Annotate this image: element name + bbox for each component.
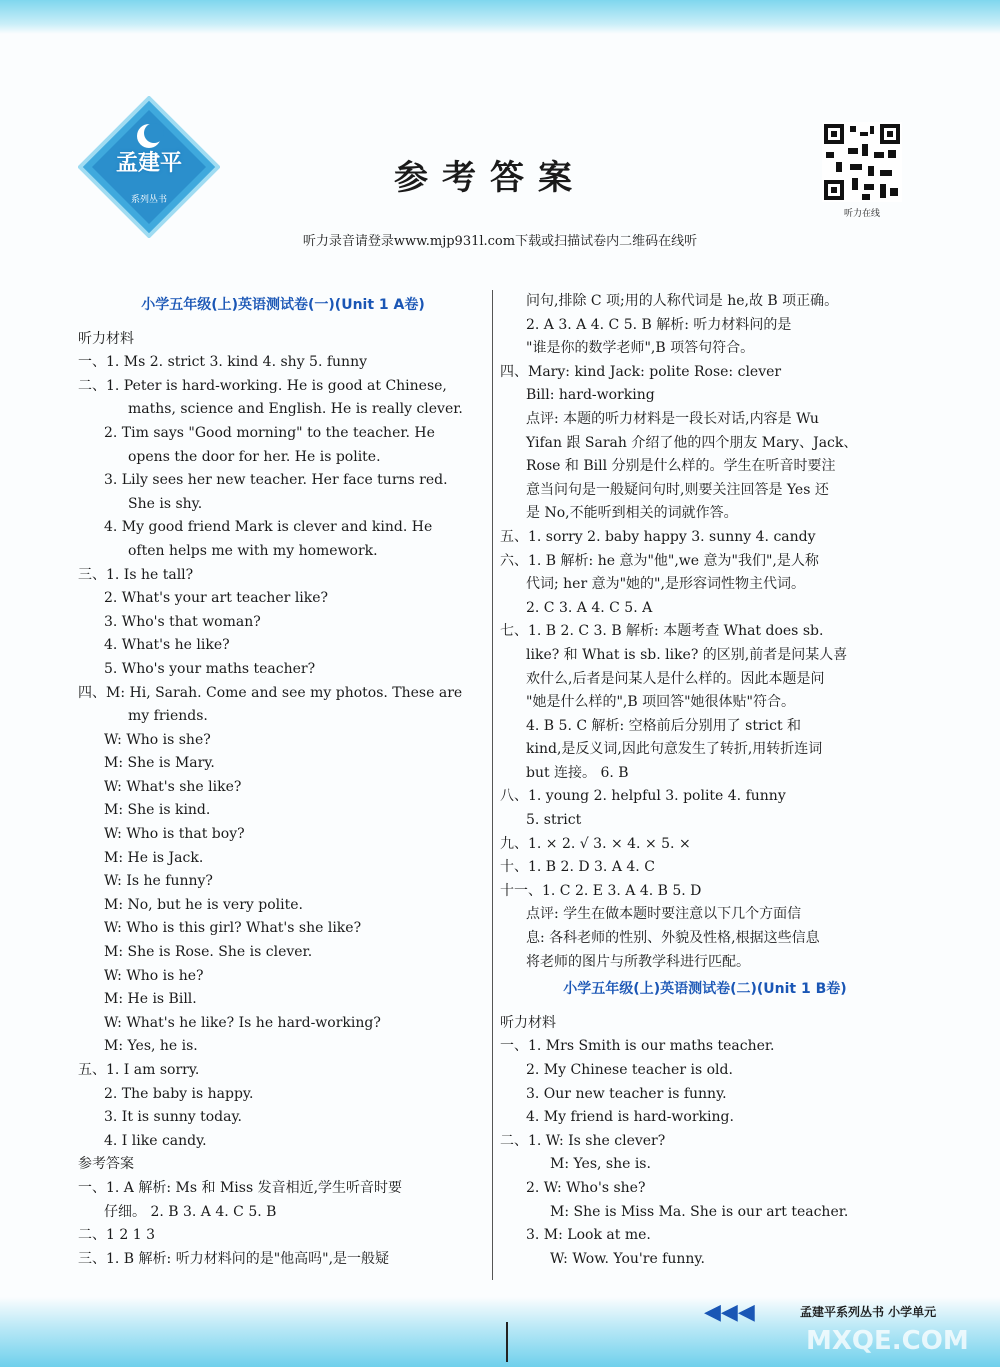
logo-text: 孟建平 xyxy=(115,151,182,176)
answer-line: 4. I like candy. xyxy=(104,1132,207,1149)
answer-line: Bill: hard-working xyxy=(526,387,655,404)
answer-line: 四、Mary: kind Jack: polite Rose: clever xyxy=(500,363,782,380)
answer-line: M: She is Mary. xyxy=(104,755,215,772)
answer-line: 2. The baby is happy. xyxy=(104,1085,254,1102)
answer-line: opens the door for her. He is polite. xyxy=(128,448,381,465)
answer-line: Rose 和 Bill 分别是什么样的。学生在听音时要注 xyxy=(526,458,836,475)
answer-line: 3. Lily sees her new teacher. Her face turns red. xyxy=(104,472,448,489)
answer-line: 2. My Chinese teacher is old. xyxy=(526,1062,733,1078)
answer-line: 十、1. B 2. D 3. A 4. C xyxy=(500,859,655,876)
left-answer-column xyxy=(78,290,488,1271)
answer-line: 一、1. A 解析: Ms 和 Miss 发音相近,学生听音时要 xyxy=(78,1179,403,1196)
answer-line: 二、1. W: Is she clever? xyxy=(500,1132,666,1149)
answer-line: W: What's she like? xyxy=(104,778,242,795)
footer-arrows-icon: ◀◀◀ xyxy=(704,1300,755,1325)
answer-line: 4. What's he like? xyxy=(104,637,230,654)
answer-line: but 连接。 6. B xyxy=(526,764,629,781)
answer-line: 一、1. Ms 2. strict 3. kind 4. shy 5. funny xyxy=(78,354,367,371)
answer-line: W: Wow. You're funny. xyxy=(550,1250,705,1267)
answer-line: 十一、1. C 2. E 3. A 4. B 5. D xyxy=(500,882,702,899)
answer-line: M: She is Miss Ma. She is our art teacher. xyxy=(550,1203,849,1220)
right-answer-column xyxy=(500,290,910,1271)
answer-line: 仔细。 2. B 3. A 4. C 5. B xyxy=(104,1203,277,1220)
answer-line: 3. Who's that woman? xyxy=(104,613,261,630)
answer-line: M: Yes, he is. xyxy=(104,1038,198,1055)
answer-line: 4. My good friend Mark is clever and kind. He xyxy=(104,519,433,536)
answer-line: kind,是反义词,因此句意发生了转折,用转折连词 xyxy=(526,741,823,758)
answer-line: maths, science and English. He is really clever. xyxy=(128,401,463,418)
answer-line: 将老师的图片与所教学科进行匹配。 xyxy=(526,953,750,970)
answer-line: 三、1. Is he tall? xyxy=(78,566,194,583)
answer-line: often helps me with my homework. xyxy=(128,542,378,559)
answer-line: 九、1. × 2. √ 3. × 4. × 5. × xyxy=(500,835,691,852)
answer-line: 八、1. young 2. helpful 3. polite 4. funny xyxy=(500,788,786,805)
section-heading: 小学五年级(上)英语测试卷(二)(Unit 1 B卷) xyxy=(563,981,847,998)
answer-line: 六、1. B 解析: he 意为"他",we 意为"我们",是人称 xyxy=(500,552,819,569)
answer-line: 息: 各科老师的性别、外貌及性格,根据这些信息 xyxy=(526,930,820,947)
answer-line: 4. B 5. C 解析: 空格前后分别用了 strict 和 xyxy=(526,717,802,734)
answer-line: 五、1. sorry 2. baby happy 3. sunny 4. candy xyxy=(500,528,816,545)
answer-line: 2. A 3. A 4. C 5. B 解析: 听力材料问的是 xyxy=(526,316,792,333)
answer-line: 欢什么,后者是问某人是什么样的。因此本题是问 xyxy=(526,670,825,687)
answer-line: 2. C 3. A 4. C 5. A xyxy=(526,599,653,616)
answer-line: 参考答案 xyxy=(78,1156,134,1173)
logo-subtext: 系列丛书 xyxy=(130,195,167,205)
answer-line: M: No, but he is very polite. xyxy=(104,896,303,913)
answer-line: 点评: 本题的听力材料是一段长对话,内容是 Wu xyxy=(526,410,819,427)
answer-line: 点评: 学生在做本题时要注意以下几个方面信 xyxy=(526,906,802,923)
answer-line: like? 和 What is sb. like? 的区别,前者是问某人喜 xyxy=(526,646,848,663)
answer-line: 2. What's your art teacher like? xyxy=(104,590,329,607)
answer-line: Yifan 跟 Sarah 介绍了他的四个朋友 Mary、Jack、 xyxy=(526,434,858,451)
answer-line: 七、1. B 2. C 3. B 解析: 本题考查 What does sb. xyxy=(500,623,824,640)
answer-line: She is shy. xyxy=(128,495,203,512)
answer-line: "她是什么样的",B 项回答"她很体贴"符合。 xyxy=(526,694,795,711)
answer-line: 听力材料 xyxy=(500,1014,556,1031)
column-divider xyxy=(492,290,493,1280)
answer-line: 五、1. I am sorry. xyxy=(78,1062,200,1078)
qr-code-icon[interactable] xyxy=(822,122,902,202)
answer-line: 代词; her 意为"她的",是形容词性物主代词。 xyxy=(526,576,805,593)
answer-line: 是 No,不能听到相关的词就作答。 xyxy=(526,505,738,522)
answer-line: 5. strict xyxy=(526,812,582,829)
answer-line: 3. M: Look at me. xyxy=(526,1227,651,1244)
answer-line: 问句,排除 C 项;用的人称代词是 he,故 B 项正确。 xyxy=(526,293,839,309)
answer-line: 意当问句是一般疑问句时,则要关注回答是 Yes 还 xyxy=(526,481,829,498)
listening-download-note: 听力录音请登录www.mjp931l.com下载或扫描试卷内二维码在线听 xyxy=(302,234,698,249)
answer-line: 3. Our new teacher is funny. xyxy=(526,1085,727,1102)
watermark: MXQE.COM xyxy=(806,1326,969,1356)
answer-line: W: What's he like? Is he hard-working? xyxy=(104,1014,381,1031)
answer-line: M: He is Bill. xyxy=(104,991,197,1008)
answer-line: 四、M: Hi, Sarah. Come and see my photos. These are xyxy=(78,684,463,701)
answer-line: 二、1. Peter is hard-working. He is good at Chinese, xyxy=(78,377,447,394)
answer-line: M: She is kind. xyxy=(104,802,211,819)
answer-line: my friends. xyxy=(128,708,208,725)
page-title: 参考答案 xyxy=(394,158,586,198)
answer-line: M: She is Rose. She is clever. xyxy=(104,944,313,961)
answer-line: W: Who is he? xyxy=(104,967,204,984)
answer-line: 2. W: Who's she? xyxy=(526,1179,646,1196)
footer-series-text: 孟建平系列丛书 小学单元 xyxy=(800,1305,937,1319)
section-heading: 小学五年级(上)英语测试卷(一)(Unit 1 A卷) xyxy=(141,297,425,313)
answer-line: 2. Tim says "Good morning" to the teacher. He xyxy=(104,424,435,441)
answer-line: W: Who is this girl? What's she like? xyxy=(104,920,362,937)
qr-caption: 听力在线 xyxy=(843,209,880,219)
answer-line: M: He is Jack. xyxy=(104,849,204,866)
answer-line: "谁是你的数学老师",B 项答句符合。 xyxy=(526,340,755,357)
answer-line: W: Who is that boy? xyxy=(104,826,245,843)
answer-line: 5. Who's your maths teacher? xyxy=(104,660,316,677)
answer-line: W: Is he funny? xyxy=(104,873,213,890)
answer-line: W: Who is she? xyxy=(104,731,211,748)
answer-line: 听力材料 xyxy=(78,330,134,347)
page-mark xyxy=(506,1322,508,1362)
logo xyxy=(78,96,220,238)
answer-line: 3. It is sunny today. xyxy=(104,1109,242,1126)
answer-line: M: Yes, she is. xyxy=(550,1156,651,1173)
answer-line: 4. My friend is hard-working. xyxy=(526,1109,734,1126)
top-decorative-band xyxy=(0,0,1000,34)
answer-line: 三、1. B 解析: 听力材料问的是"他高吗",是一般疑 xyxy=(78,1250,390,1267)
answer-line: 一、1. Mrs Smith is our maths teacher. xyxy=(500,1038,775,1055)
answer-line: 二、1 2 1 3 xyxy=(78,1227,155,1244)
